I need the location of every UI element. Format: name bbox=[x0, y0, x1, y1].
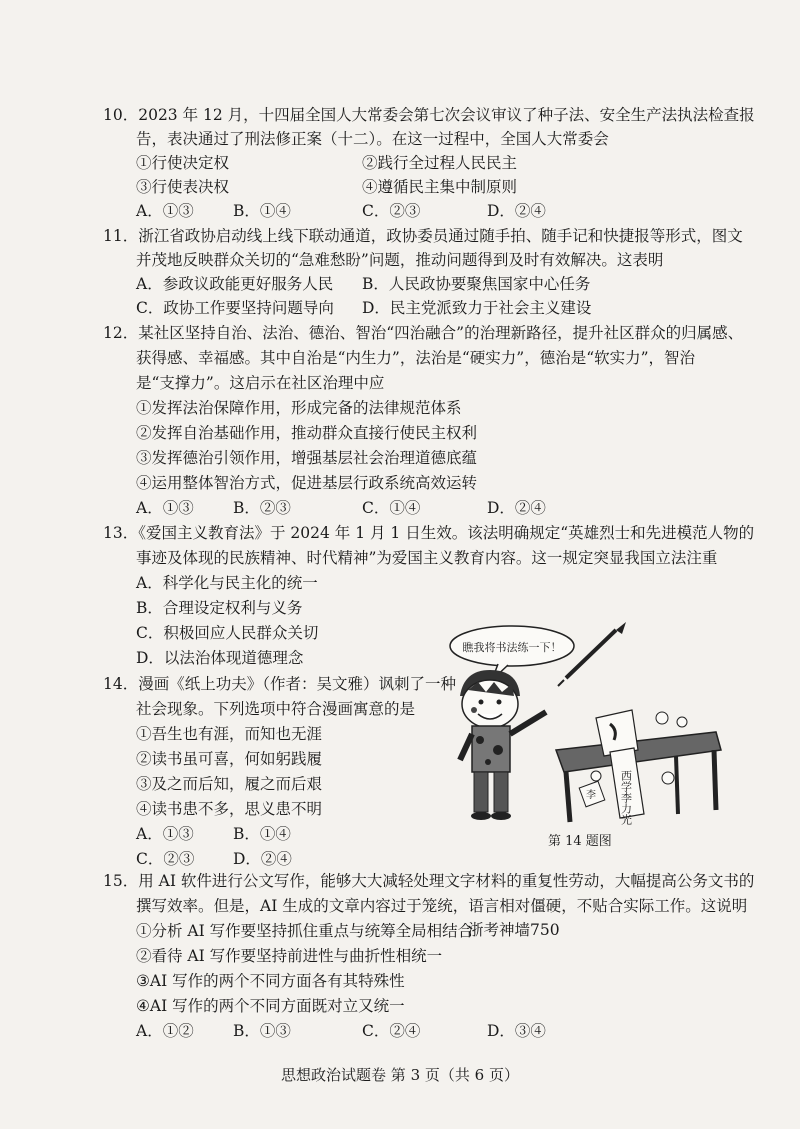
q14-statement-1: ①吾生也有涯，而知也无涯 bbox=[136, 725, 323, 743]
q15-stem-line2: 撰写效率。但是，AI 生成的文章内容过于笼统，语言相对僵硬，不贴合实际工作。这说明 bbox=[136, 897, 748, 915]
q12-stem-line3: 是“支撑力”。这启示在社区治理中应 bbox=[136, 374, 385, 392]
q13-option-d: D．以法治体现道德理念 bbox=[136, 649, 304, 667]
q14-option-c: C．②③ bbox=[136, 850, 195, 868]
q13-stem-line2: 事迹及体现的民族精神、时代精神”为爱国主义教育内容。这一规定突显我国立法注重 bbox=[136, 549, 718, 567]
q12-option-b: B．②③ bbox=[233, 499, 291, 517]
q14-option-b: B．①④ bbox=[233, 825, 291, 843]
q14-cartoon-illustration bbox=[446, 600, 726, 828]
q12-statement-2: ②发挥自治基础作用，推动群众直接行使民主权利 bbox=[136, 424, 478, 442]
q12-statement-1: ①发挥法治保障作用，形成完备的法律规范体系 bbox=[136, 399, 462, 417]
q12-stem-line1: 12．某社区坚持自治、法治、德治、智治“四治融合”的治理新路径，提升社区群众的归属感、 bbox=[103, 324, 744, 342]
q15-statement-2: ②看待 AI 写作要坚持前进性与曲折性相统一 bbox=[136, 947, 443, 965]
q14-option-d: D．②④ bbox=[233, 850, 292, 868]
q10-statement-1: ①行使决定权 bbox=[136, 154, 230, 172]
q12-statement-3: ③发挥德治引领作用，增强基层社会治理道德底蕴 bbox=[136, 449, 478, 467]
q14-figure-caption: 第 14 题图 bbox=[548, 834, 612, 849]
q11-option-a: A．参政议政能更好服务人民 bbox=[136, 275, 334, 293]
q15-option-b: B．①③ bbox=[233, 1022, 291, 1040]
q12-statement-4: ④运用整体智治方式，促进基层行政系统高效运转 bbox=[136, 474, 478, 492]
q12-option-a: A．①③ bbox=[136, 499, 194, 517]
q15-stem-line1: 15．用 AI 软件进行公文写作，能够大大减轻处理文字材料的重复性劳动，大幅提高公务文书的 bbox=[103, 872, 755, 890]
q13-option-b: B．合理设定权利与义务 bbox=[136, 599, 303, 617]
q14-stem-line1: 14．漫画《纸上功夫》（作者：吴文雅）讽刺了一种 bbox=[103, 675, 456, 693]
q10-statement-2: ②践行全过程人民民主 bbox=[362, 154, 518, 172]
q11-option-b: B．人民政协要聚焦国家中心任务 bbox=[362, 275, 591, 293]
q15-statement-3: ③AI 写作的两个不同方面各有其特殊性 bbox=[136, 972, 405, 990]
q14-statement-2: ②读书虽可喜，何如躬践履 bbox=[136, 750, 323, 768]
q11-option-c: C．政协工作要坚持问题导向 bbox=[136, 299, 334, 317]
q12-option-d: D．②④ bbox=[487, 499, 546, 517]
q10-statement-4: ④遵循民主集中制原则 bbox=[362, 178, 518, 196]
q13-stem-line1: 13．《爱国主义教育法》于 2024 年 1 月 1 日生效。该法明确规定“英雄烈士和先进模范人物的 bbox=[103, 524, 755, 542]
page-footer: 思想政治试题卷 第 3 页（共 6 页） bbox=[281, 1066, 519, 1084]
q15-option-d: D．③④ bbox=[487, 1022, 546, 1040]
paper-ball bbox=[591, 771, 601, 781]
q15-statement-1: ①分析 AI 写作要坚持抓住重点与统筹全局相结合 bbox=[136, 922, 474, 940]
q15-option-a: A．①② bbox=[136, 1022, 194, 1040]
q10-option-c: C．②③ bbox=[362, 202, 421, 220]
speech-bubble-text: 瞧我将书法练一下！ bbox=[462, 641, 562, 654]
q14-statement-3: ③及之而后知，履之而后艰 bbox=[136, 775, 323, 793]
watermark-text: 浙考神墙750 bbox=[468, 921, 560, 939]
q11-stem-line1: 11．浙江省政协启动线上线下联动通道，政协委员通过随手拍、随手记和快捷报等形式，图文 bbox=[103, 227, 743, 245]
q14-statement-4: ④读书患不多，思义患不明 bbox=[136, 800, 323, 818]
q12-stem-line2: 获得感、幸福感。其中自治是“内生力”，法治是“硬实力”，德治是“软实力”，智治 bbox=[136, 349, 696, 367]
q15-statement-4: ④AI 写作的两个不同方面既对立又统一 bbox=[136, 997, 405, 1015]
boy-figure bbox=[460, 670, 546, 820]
q10-statement-3: ③行使表决权 bbox=[136, 178, 230, 196]
q11-option-d: D．民主党派致力于社会主义建设 bbox=[362, 299, 592, 317]
q10-option-b: B．①④ bbox=[233, 202, 291, 220]
q13-option-c: C．积极回应人民群众关切 bbox=[136, 624, 319, 642]
q10-option-d: D．②④ bbox=[487, 202, 546, 220]
q14-stem-line2: 社会现象。下列选项中符合漫画寓意的是 bbox=[136, 700, 416, 718]
paper-ball bbox=[656, 712, 668, 724]
q12-option-c: C．①④ bbox=[362, 499, 421, 517]
q15-option-c: C．②④ bbox=[362, 1022, 421, 1040]
q11-stem-line2: 并茂地反映群众关切的“急难愁盼”问题，推动问题得到及时有效解决。这表明 bbox=[136, 251, 664, 269]
scroll-text: 西学李力光 bbox=[619, 770, 633, 825]
q14-option-a: A．①③ bbox=[136, 825, 194, 843]
q13-option-a: A．科学化与民主化的统一 bbox=[136, 574, 318, 592]
q10-stem-line2: 告，表决通过了刑法修正案（十二）。在这一过程中，全国人大常委会 bbox=[136, 130, 609, 148]
paper-sheet-text: 李 bbox=[586, 790, 596, 801]
q10-stem-line1: 10．2023 年 12 月，十四届全国人大常委会第七次会议审议了种子法、安全生产法执法检查报 bbox=[103, 106, 755, 124]
paper-ball bbox=[677, 717, 687, 727]
paper-ball bbox=[662, 772, 674, 784]
q10-option-a: A．①③ bbox=[136, 202, 194, 220]
paper-scroll bbox=[596, 710, 644, 826]
